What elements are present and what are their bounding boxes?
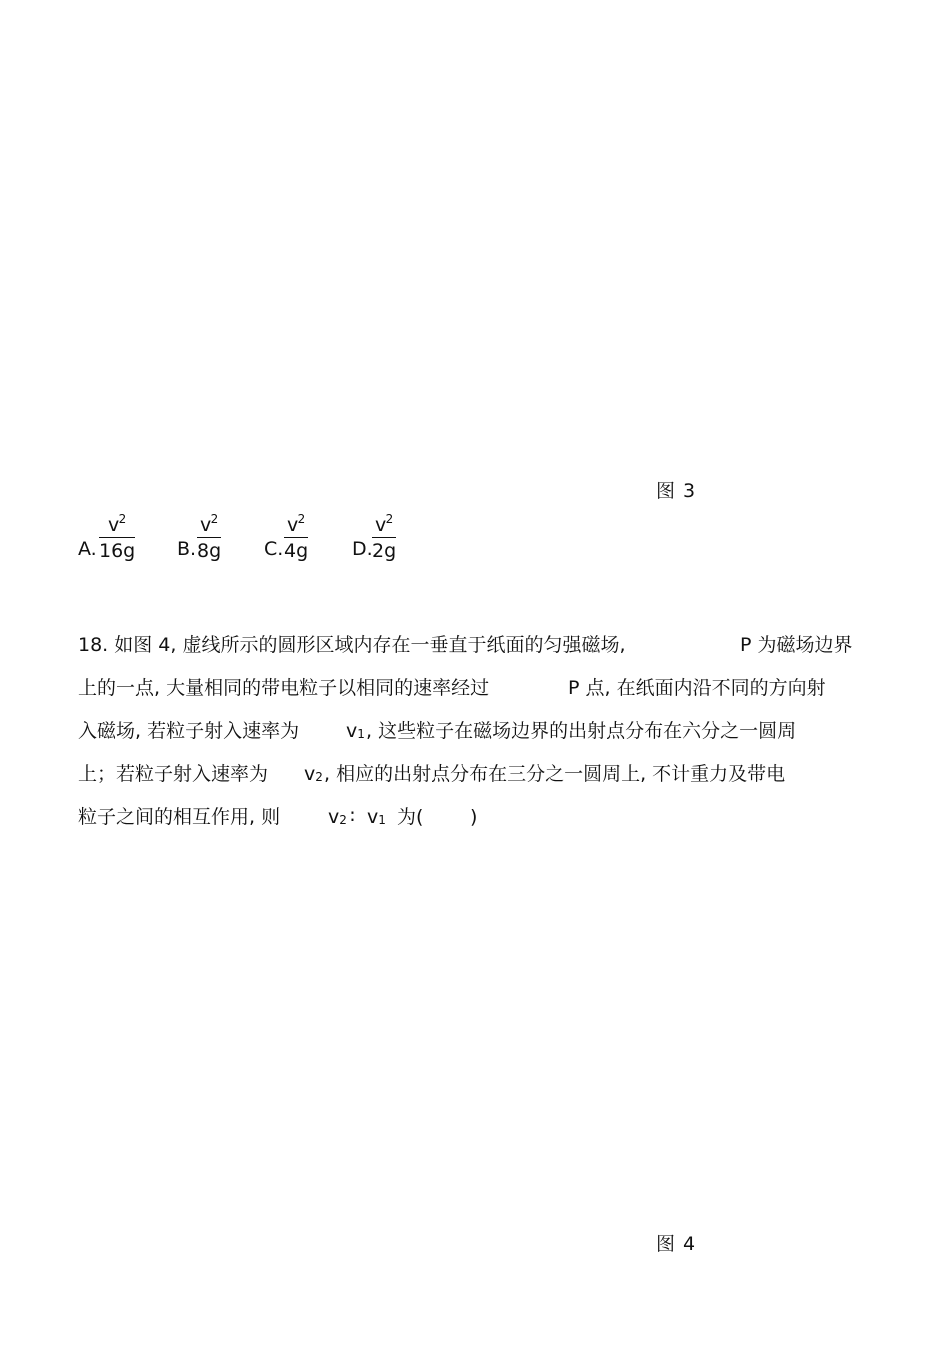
- question-line-5: [78, 796, 878, 839]
- option-c-denominator: 4g: [284, 540, 309, 562]
- option-a-numerator: v: [108, 514, 120, 536]
- question-line-4-text: 上；若粒子射入速率为: [78, 763, 269, 785]
- velocity-v1: $v_1$: [346, 720, 365, 742]
- option-a-fraction: [99, 514, 135, 563]
- figure-4-caption: 图 4: [656, 1233, 697, 1255]
- question-line-1: [78, 624, 878, 667]
- option-b-fraction: [197, 514, 221, 563]
- option-d-exponent: 2: [385, 512, 394, 526]
- answer-options: [78, 514, 578, 574]
- question-line-3-text: 入磁场, 若粒子射入速率为: [78, 720, 300, 742]
- question-line-4: [78, 753, 878, 796]
- question-line-3-tail: , 这些粒子在磁场边界的出射点分布在六分之一圆周: [366, 720, 797, 742]
- ratio-colon: ∶: [350, 806, 355, 828]
- question-line-4-tail: , 相应的出射点分布在三分之一圆周上, 不计重力及带电: [324, 763, 786, 785]
- option-c-exponent: 2: [297, 512, 306, 526]
- option-a-label: A.: [78, 538, 97, 560]
- question-line-2: [78, 667, 878, 710]
- question-line-3: [78, 710, 878, 753]
- figure-3-caption: 图 3: [656, 480, 697, 502]
- option-c-numerator: v: [286, 514, 299, 536]
- option-d-numerator: v: [374, 514, 387, 536]
- answer-blank-close: ): [470, 806, 478, 828]
- option-c-fraction: [284, 514, 308, 563]
- option-d-denominator: 2g: [372, 540, 397, 562]
- question-line-1-tail: P 为磁场边界: [740, 634, 853, 656]
- ratio-v2: $v_2$: [328, 806, 347, 828]
- option-b-denominator: 8g: [197, 540, 222, 562]
- option-b-label: B.: [177, 538, 197, 560]
- velocity-v2: $v_2$: [304, 763, 323, 785]
- option-d-fraction: [372, 514, 396, 563]
- question-line-1-text: 18. 如图 4, 虚线所示的圆形区域内存在一垂直于纸面的匀强磁场,: [78, 634, 626, 656]
- option-b-exponent: 2: [210, 512, 219, 526]
- question-line-2-tail: P 点, 在纸面内沿不同的方向射: [568, 677, 826, 699]
- option-c-label: C.: [264, 538, 284, 560]
- question-line-2-text: 上的一点, 大量相同的带电粒子以相同的速率经过: [78, 677, 490, 699]
- option-b-numerator: v: [199, 514, 212, 536]
- option-a-exponent: 2: [118, 512, 127, 526]
- option-a-denominator: 16g: [99, 540, 136, 562]
- question-line-5-text: 粒子之间的相互作用, 则: [78, 806, 281, 828]
- ratio-v1: $v_1$: [367, 806, 386, 828]
- option-d-label: D.: [352, 538, 373, 560]
- answer-blank-open: 为(: [397, 806, 424, 828]
- question-18: [78, 624, 878, 839]
